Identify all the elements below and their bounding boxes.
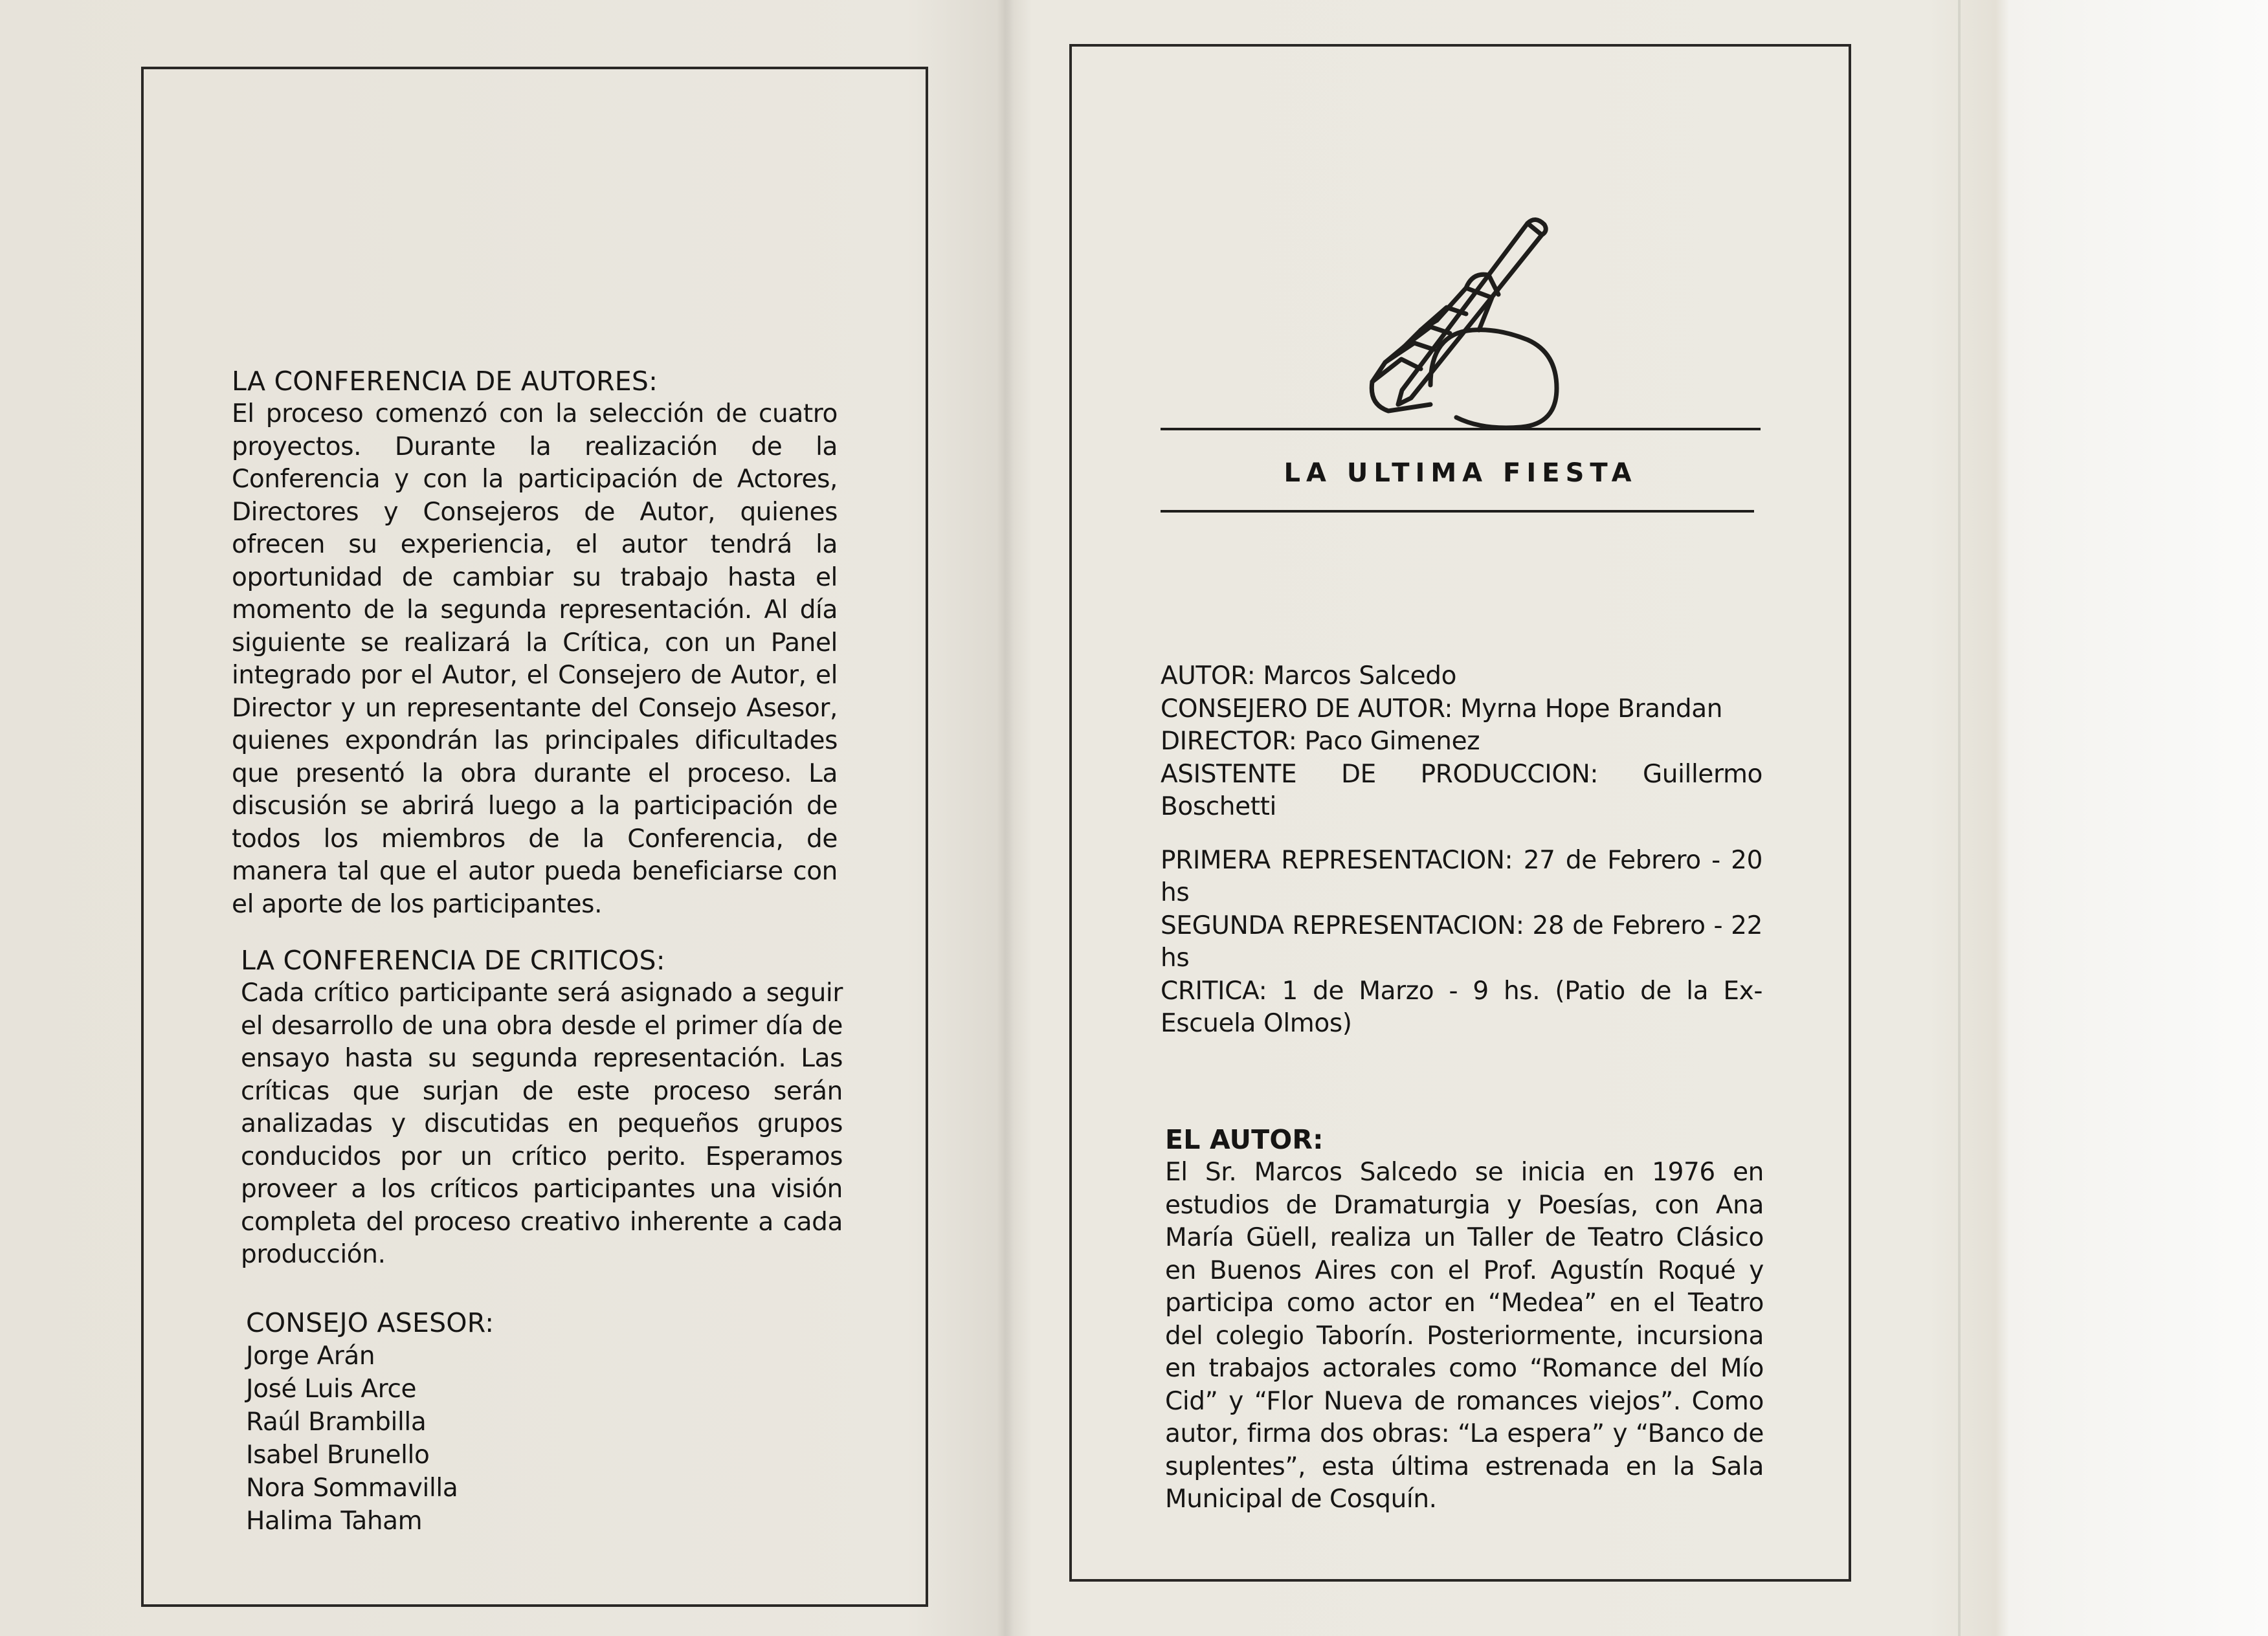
credit-critica <box>1161 975 1762 1041</box>
center-fold <box>997 0 1014 1636</box>
el-autor-section <box>1165 1123 1764 1516</box>
conferencia-criticos-heading: LA CONFERENCIA DE CRITICOS: <box>241 945 665 976</box>
credit-asistente <box>1161 758 1762 824</box>
el-autor-body: El Sr. Marcos Salcedo se inicia en 1976 en estudios de Dramaturgia y Poesías, con Ana María Güell, realiza un Taller de Teatro Clásico en Buenos Aires con el Prof. Agustín Roqué y participa como actor en “Medea” en el Teatro del colegio Taborín. Posteriormente, incursiona en trabajos actorales como “Romance del Mío Cid” y “Flor Nueva de romances viejos”. Como autor, firma dos obras: “La espera” y “Banco de suplentes”, esta última estrenada en la Sala Municipal de Cosquín. <box>1165 1158 1764 1514</box>
credit-value: 27 de Febrero - 20 hs <box>1161 845 1762 907</box>
credit-director <box>1161 725 1762 758</box>
credit-label: PRIMERA REPRESENTACION: <box>1161 845 1513 875</box>
consejo-member: Jorge Arán <box>246 1342 375 1371</box>
consejo-member: Raúl Brambilla <box>246 1408 427 1437</box>
consejo-member: José Luis Arce <box>246 1375 417 1404</box>
page-edge <box>1958 0 1961 1636</box>
consejo-asesor-heading: CONSEJO ASESOR: <box>246 1307 495 1338</box>
credit-value: 28 de Febrero - 22 hs <box>1161 911 1762 973</box>
consejo-member: Nora Sommavilla <box>246 1474 458 1503</box>
credit-value: Myrna Hope Brandan <box>1460 694 1723 724</box>
credits-section <box>1161 660 1762 1041</box>
consejo-member: Halima Taham <box>246 1507 423 1536</box>
consejo-asesor-section <box>246 1306 699 1538</box>
consejo-member: Isabel Brunello <box>246 1441 430 1470</box>
credit-autor <box>1161 660 1762 693</box>
title-rule-bottom <box>1161 510 1754 513</box>
credit-value: Paco Gimenez <box>1304 727 1480 756</box>
conferencia-autores-section <box>232 364 838 921</box>
credit-label: ASISTENTE DE PRODUCCION: <box>1161 759 1599 789</box>
credit-consejero <box>1161 693 1762 726</box>
conferencia-autores-body: El proceso comenzó con la selección de cuatro proyectos. Durante la realización de la Conferencia y con la participación de Actores, Directores y Consejeros de Autor, quienes ofrecen su experiencia, el autor tendrá la oportunidad de cambiar su trabajo hasta el momento de la segunda representación. Al día siguiente se realizará la Crítica, con un Panel integrado por el Autor, el Consejero de Autor, el Director y un representante del Consejo Asesor, quienes expondrán las principales dificultades que presentó la obra durante el proceso. La discusión se abrirá luego a la participación de todos los miembros de la Conferencia, de manera tal que el autor pueda beneficiarse con el aporte de los participantes. <box>232 399 838 919</box>
credit-label: AUTOR: <box>1161 661 1256 691</box>
credit-label: SEGUNDA REPRESENTACION: <box>1161 911 1524 940</box>
credit-value: Guillermo Boschetti <box>1161 759 1763 821</box>
hand-holding-pen-icon <box>1333 210 1586 434</box>
conferencia-criticos-section <box>241 944 843 1272</box>
play-title: LA ULTIMA FIESTA <box>1284 458 1638 488</box>
credit-value: Marcos Salcedo <box>1263 661 1457 691</box>
credit-label: CONSEJERO DE AUTOR: <box>1161 694 1453 724</box>
credit-primera <box>1161 845 1762 910</box>
credit-label: CRITICA: <box>1161 976 1267 1006</box>
title-rule-top <box>1161 428 1761 430</box>
credit-segunda <box>1161 910 1762 975</box>
conferencia-criticos-body: Cada crítico participante será asignado a seguir el desarrollo de una obra desde el primer día de ensayo hasta su segunda representación. Las críticas que surjan de este proceso serán analizadas y discutidas en pequeños grupos conducidos por un crítico perito. Esperamos proveer a los críticos participantes una visión completa del proceso creativo inherente a cada producción. <box>241 978 843 1269</box>
el-autor-heading: EL AUTOR: <box>1165 1124 1324 1155</box>
spacer <box>1161 824 1762 845</box>
credit-value: 1 de Marzo - 9 hs. (Patio de la Ex-Escuela Olmos) <box>1161 976 1762 1038</box>
conferencia-autores-heading: LA CONFERENCIA DE AUTORES: <box>232 366 658 397</box>
credit-label: DIRECTOR: <box>1161 727 1297 756</box>
